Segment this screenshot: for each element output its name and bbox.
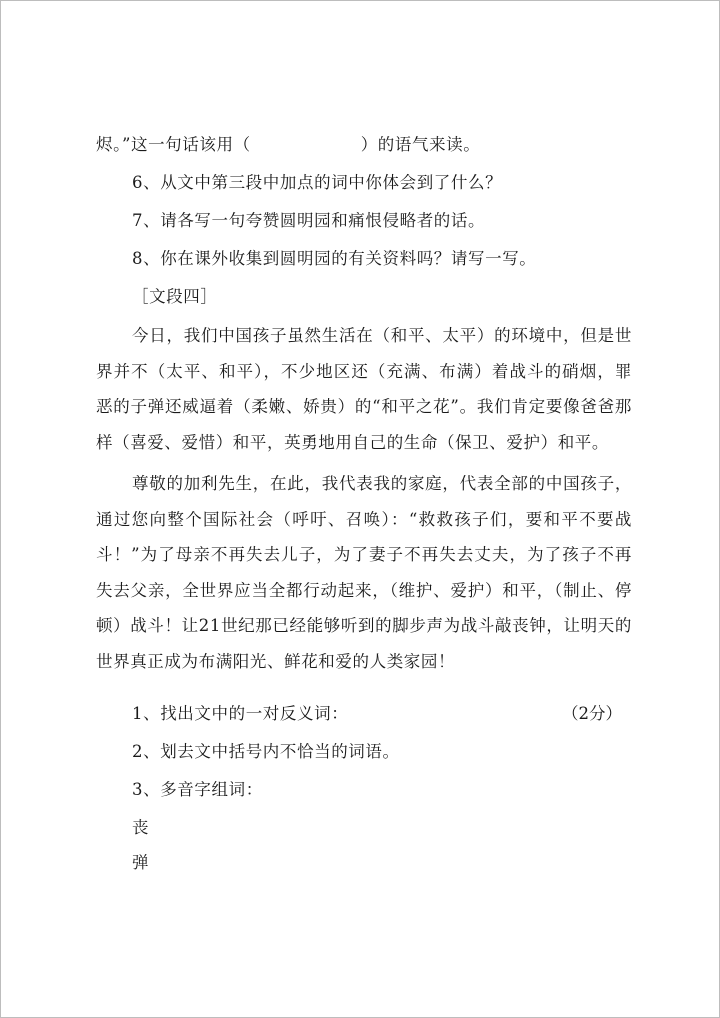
question-1: 1、找出文中的一对反义词： [132,704,349,723]
polyphone-char-1: 丧 [132,818,150,837]
question-3: 3、多音字组词： [132,780,263,799]
question-6: 6、从文中第三段中加点的词中你体会到了什么？ [132,173,503,192]
question-5-tail [96,134,480,156]
passage-paragraph-1: 今日，我们中国孩子虽然生活在（和平、太平）的环境中，但是世界并不（太平、和平），不少地区还（充满、布满）着战斗的硝烟，罪恶的子弹还威逼着（柔嫩、娇贵）的“和平之花”。我们肯定要像爸爸那样（喜爱、爱惜）和平，英勇地用自己的生命（保卫、爱护）和平。 [96,326,632,452]
question-2: 2、划去文中括号内不恰当的词语。 [132,742,400,761]
question-1-score: （2分） [562,704,622,723]
question-5-text-after: ）的语气来读。 [360,135,481,154]
question-7: 7、请各写一句夸赞圆明园和痛恨侵略者的话。 [132,211,486,230]
passage-paragraph-2: 尊敬的加利先生，在此，我代表我的家庭，代表全部的中国孩子，通过您向整个国际社会（呼吁、召唤）：“救救孩子们，要和平不要战斗！”为了母亲不再失去儿子，为了妻子不再失去丈夫，为了孩子不再失去父亲，全世界应当全都行动起来，（维护、爱护）和平，（制止、停顿）战斗！让21世纪那已经能够听到的脚步声为战斗敲丧钟，让明天的世界真正成为布满阳光、鲜花和爱的人类家园！ [96,474,632,671]
question-8: 8、你在课外收集到圆明园的有关资料吗？请写一写。 [132,249,537,268]
question-5-text-before: 烬。”这一句话该用（ [96,135,251,154]
polyphone-char-2: 弹 [132,853,150,872]
section-heading: ［文段四］ [132,287,218,306]
